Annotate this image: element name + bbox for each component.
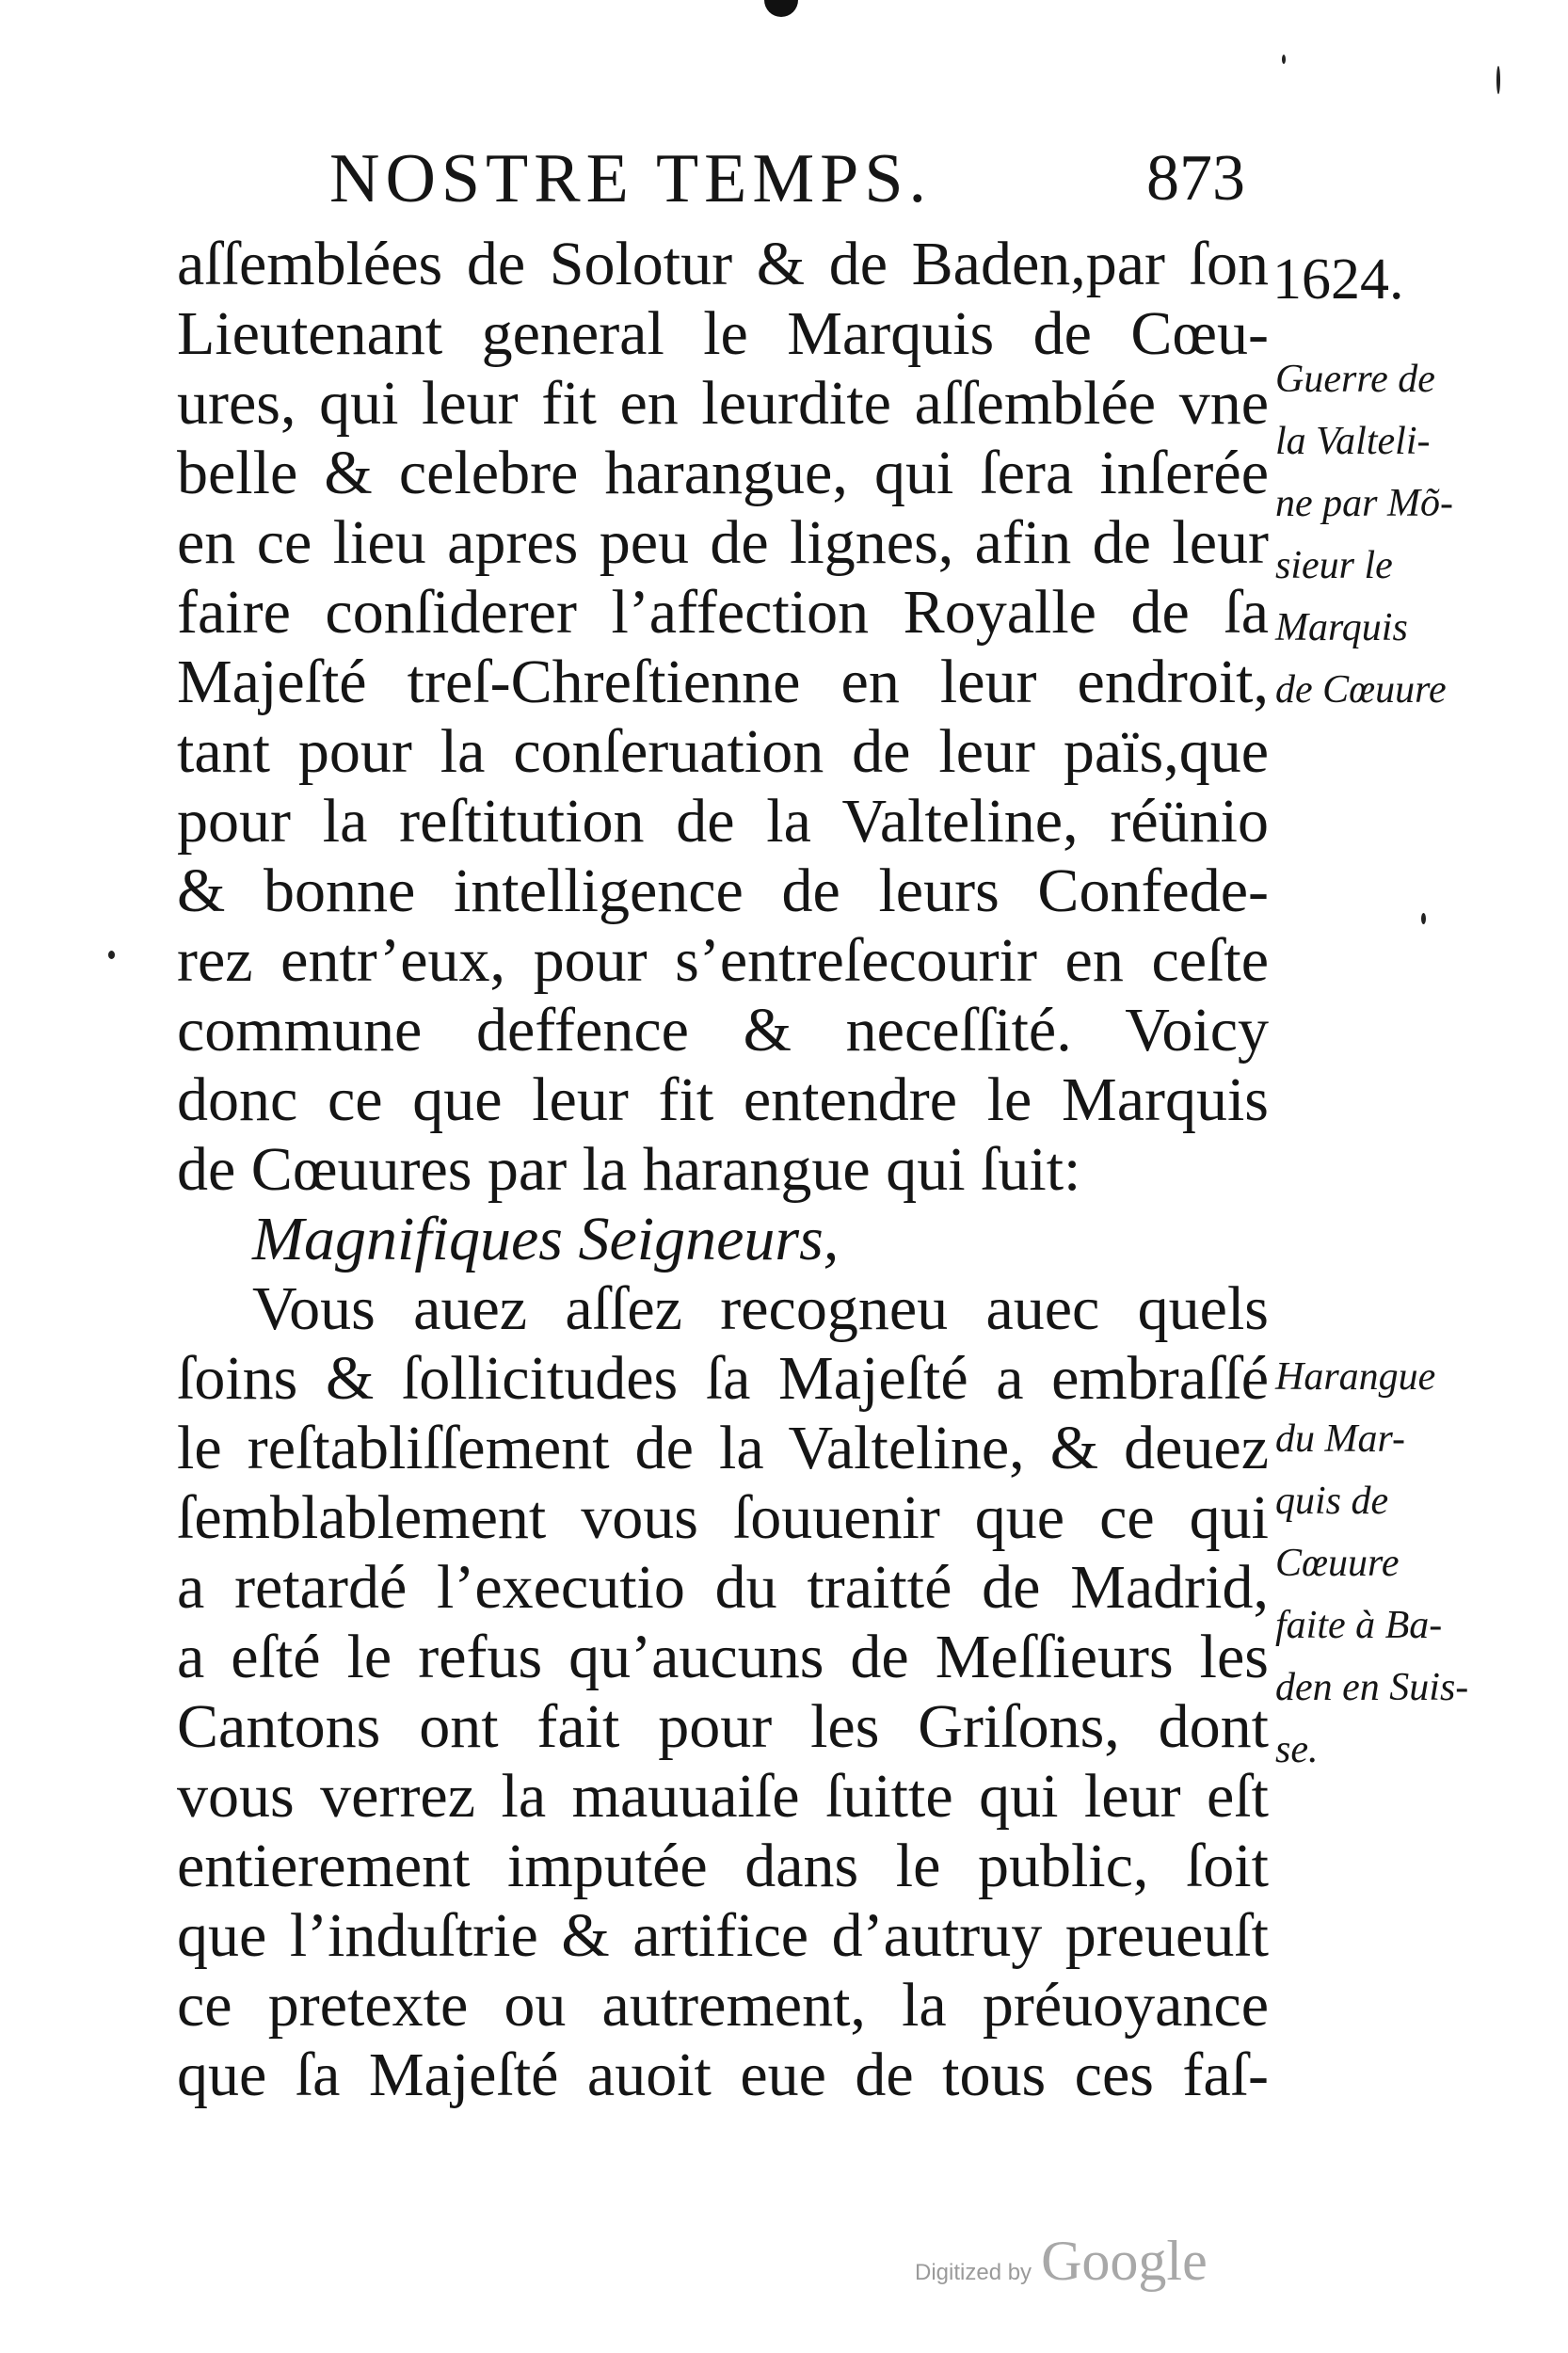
- ink-blot-mark: [764, 0, 798, 17]
- margin-note-line: Guerre de: [1275, 358, 1435, 401]
- text-line: belle & celebre harangue, qui ſera inſerée: [177, 439, 1269, 507]
- watermark-prefix: Digitized by: [915, 2260, 1032, 2285]
- margin-note-line: sieur le: [1275, 544, 1393, 587]
- text-line: ures, qui leur fit en leurdite aſſemblée vne: [177, 369, 1269, 438]
- text-line: aſſemblées de Solotur & de Baden,par ſon: [177, 230, 1269, 298]
- text-line: de Cœuures par la harangue qui ſuit:: [177, 1135, 1081, 1204]
- margin-note-line: de Cœuure: [1275, 668, 1447, 712]
- running-head: NOSTRE TEMPS.: [329, 140, 932, 217]
- speech-address: Magnifiques Seigneurs,: [252, 1205, 840, 1273]
- text-line: faire conſiderer l’affection Royalle de ſa: [177, 578, 1269, 647]
- speech-line: que ſa Majeſté auoit eue de tous ces faſ-: [177, 2041, 1269, 2109]
- page-number: 873: [1146, 142, 1245, 215]
- margin-note-harangue: [1275, 1346, 1506, 1781]
- digitization-watermark: [915, 2229, 1208, 2294]
- main-text-block: [177, 230, 1269, 2110]
- margin-note-line: Harangue: [1275, 1355, 1436, 1399]
- speech-line: ſemblablement vous ſouuenir que ce qui: [177, 1483, 1269, 1552]
- ink-speck: [1282, 55, 1286, 64]
- ink-speck: [108, 951, 115, 959]
- margin-note-line: Marquis: [1275, 606, 1408, 649]
- speech-line: Vous auez aſſez recogneu auec quels: [252, 1274, 1269, 1343]
- margin-note-line: la Valteli-: [1275, 420, 1431, 463]
- text-line: donc ce que leur fit entendre le Marquis: [177, 1065, 1269, 1134]
- margin-note-line: ne par Mõ-: [1275, 482, 1453, 525]
- speech-line: a retardé l’executio du traitté de Madrid,: [177, 1553, 1269, 1622]
- margin-year: 1624.: [1272, 248, 1404, 312]
- text-line: & bonne intelligence de leurs Confede-: [177, 856, 1269, 925]
- ink-speck: [1496, 66, 1500, 94]
- text-line: commune deffence & neceſſité. Voicy: [177, 996, 1269, 1064]
- speech-line: que l’induſtrie & artifice d’autruy preueuſt: [177, 1901, 1269, 1970]
- google-logo: Google: [1041, 2230, 1208, 2292]
- margin-note-line: faite à Ba-: [1275, 1604, 1443, 1647]
- margin-note-line: se.: [1275, 1728, 1319, 1771]
- speech-line: a eſté le refus qu’aucuns de Meſſieurs les: [177, 1623, 1269, 1691]
- speech-line: Cantons ont fait pour les Griſons, dont: [177, 1692, 1269, 1761]
- text-line: rez entr’eux, pour s’entreſecourir en ceſte: [177, 926, 1269, 995]
- speech-line: vous verrez la mauuaiſe ſuitte qui leur eſt: [177, 1762, 1269, 1831]
- margin-note-line: quis de: [1275, 1480, 1389, 1523]
- margin-note-line: den en Suis-: [1275, 1666, 1469, 1709]
- text-line: en ce lieu apres peu de lignes, afin de leur: [177, 508, 1269, 577]
- text-line: pour la reſtitution de la Valteline, réünio: [177, 787, 1269, 856]
- text-line: tant pour la conſeruation de leur païs,que: [177, 717, 1269, 786]
- margin-note-line: Cœuure: [1275, 1542, 1400, 1585]
- speech-line: ſoins & ſollicitudes ſa Majeſté a embraſſé: [177, 1344, 1269, 1413]
- margin-note-guerre: [1275, 348, 1506, 721]
- text-line: Majeſté treſ-Chreſtienne en leur endroit,: [177, 648, 1269, 716]
- speech-line: le reſtabliſſement de la Valteline, & deuez: [177, 1414, 1269, 1482]
- ink-speck: [1421, 913, 1426, 924]
- speech-line: ce pretexte ou autrement, la préuoyance: [177, 1971, 1269, 2040]
- text-line: Lieutenant general le Marquis de Cœu-: [177, 299, 1269, 368]
- speech-line: entierement imputée dans le public, ſoit: [177, 1832, 1269, 1900]
- margin-note-line: du Mar-: [1275, 1417, 1405, 1461]
